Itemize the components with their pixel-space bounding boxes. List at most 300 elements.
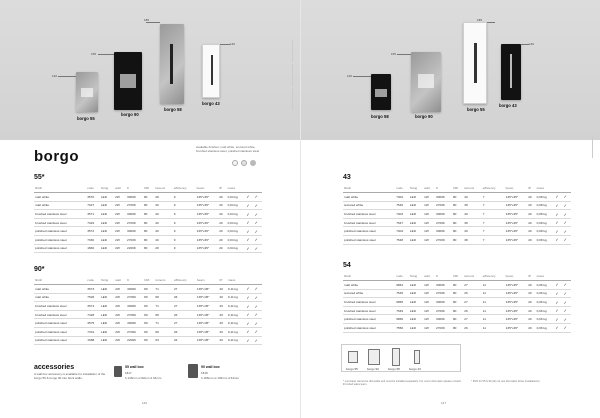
- table-cell: 1W: [423, 315, 435, 324]
- table-cell: 135°x45°: [505, 306, 528, 315]
- table-cell: 135°x45°: [196, 218, 219, 227]
- table-cell: 27: [173, 302, 196, 311]
- table-cell: polished stainless steel: [34, 236, 86, 245]
- table-cell: 20: [527, 193, 535, 202]
- table-cell: 2W: [114, 236, 126, 245]
- table-cell: 1W: [423, 227, 435, 236]
- column-header: fixing: [100, 184, 114, 193]
- table-cell: brushed stainless steel: [343, 306, 395, 315]
- dim-label: 140: [529, 42, 535, 46]
- table-cell: 80: [452, 324, 463, 333]
- table-cell: 80: [452, 218, 463, 227]
- table-cell: LED: [409, 193, 423, 202]
- table-cell: 135°x45°: [505, 201, 528, 210]
- check-mark-icon: ✓: [554, 281, 562, 290]
- column-header: finish: [34, 276, 86, 285]
- table-cell: 7: [482, 218, 505, 227]
- table-row: [34, 210, 262, 219]
- table-cell: 2700K: [126, 293, 143, 302]
- table-cell: LED: [409, 236, 423, 245]
- check-mark-icon: ✓: [563, 281, 571, 290]
- check-mark-icon: ✓: [563, 201, 571, 210]
- table-cell: 20: [218, 244, 226, 253]
- table-cell: 80: [452, 306, 463, 315]
- table-cell: 20: [218, 193, 226, 202]
- table-cell: 11: [482, 289, 505, 298]
- table-cell: 80: [452, 227, 463, 236]
- table-cell: LED: [100, 236, 114, 245]
- table-row: [34, 201, 262, 210]
- table-cell: 11: [482, 306, 505, 315]
- check-mark-icon: ✓: [245, 244, 253, 253]
- table-cell: 2200K: [126, 336, 143, 345]
- check-mark-icon: ✓: [254, 293, 262, 302]
- column-header: IP: [527, 272, 535, 281]
- table-cell: 20: [218, 285, 226, 294]
- table-cell: 28: [154, 244, 172, 253]
- check-mark-icon: ✓: [245, 319, 253, 328]
- column-header: finish: [34, 184, 86, 193]
- table-cell: LED: [409, 218, 423, 227]
- check-mark-icon: ✓: [254, 236, 262, 245]
- table-cell: polished stainless steel: [34, 319, 86, 328]
- table-cell: LED: [100, 302, 114, 311]
- table-cell: LED: [100, 336, 114, 345]
- table-cell: 135°x45°: [505, 236, 528, 245]
- table-cell: 26: [463, 306, 481, 315]
- table-cell: 40: [154, 210, 172, 219]
- table-cell: 9: [173, 210, 196, 219]
- table-cell: 3000K: [435, 210, 452, 219]
- column-header: mass: [536, 272, 555, 281]
- column-header: code: [395, 184, 409, 193]
- table-cell: 2W: [114, 201, 126, 210]
- label-borgo-43: borgo 43: [499, 103, 517, 108]
- wall-box-55-image: [114, 366, 122, 377]
- column-header: K: [435, 272, 452, 281]
- table-cell: 11: [482, 315, 505, 324]
- table-cell: 2W: [114, 285, 126, 294]
- table-cell: 2700K: [435, 218, 452, 227]
- table-cell: LED: [409, 324, 423, 333]
- table-cell: 7331: [86, 328, 100, 337]
- check-mark-icon: ✓: [554, 324, 562, 333]
- table-cell: 20: [218, 201, 226, 210]
- product-photo-right: [301, 0, 600, 140]
- table-cell: 80: [452, 201, 463, 210]
- table-cell: LED: [409, 315, 423, 324]
- label-borgo-55: borgo 55: [77, 116, 95, 121]
- wall-box-55-dims: h 146mm w 82mm d 64mm: [125, 376, 162, 380]
- diagram-borgo-43: [414, 350, 420, 364]
- table-cell: textured white: [343, 201, 395, 210]
- table-cell: 80: [143, 236, 154, 245]
- table-cell: 3574: [86, 302, 100, 311]
- table-cell: 80: [452, 298, 463, 307]
- table-cell: 0,06 kg: [536, 315, 555, 324]
- table-cell: 20: [218, 319, 226, 328]
- table-cell: LED: [100, 310, 114, 319]
- table-cell: 80: [143, 302, 154, 311]
- table-cell: 20: [527, 201, 535, 210]
- fixture-borgo-58: [160, 24, 184, 104]
- table-cell: 135°x45°: [505, 218, 528, 227]
- table-cell: LED: [409, 210, 423, 219]
- table-cell: 68: [154, 328, 173, 337]
- table-cell: 135°x45°: [196, 302, 219, 311]
- label-borgo-58: borgo 58: [164, 107, 182, 112]
- column-header: beam: [196, 184, 219, 193]
- table-row: [34, 193, 262, 202]
- check-mark-icon: ✓: [563, 289, 571, 298]
- table-cell: 2W: [114, 227, 126, 236]
- fixture-borgo-55-right: [463, 22, 487, 104]
- table-cell: 135°x45°: [505, 315, 528, 324]
- accessories-text: A wall box accessory is available for installation of the borgo 55 & borgo 90 into brick walls.: [34, 372, 106, 380]
- column-header: beam: [196, 276, 219, 285]
- table-cell: 3000K: [126, 285, 143, 294]
- table-cell: 80: [452, 236, 463, 245]
- table-cell: 80: [143, 319, 154, 328]
- table-cell: 20: [527, 281, 535, 290]
- table-cell: 2W: [114, 319, 126, 328]
- column-header: lumens: [463, 184, 481, 193]
- spec-table-54: [343, 272, 571, 333]
- table-cell: matt white: [343, 193, 395, 202]
- table-cell: 80: [143, 310, 154, 319]
- check-mark-icon: ✓: [245, 193, 253, 202]
- table-header-row: [343, 272, 571, 281]
- table-cell: 20: [218, 210, 226, 219]
- column-header: efficiency: [173, 276, 196, 285]
- check-mark-icon: ✓: [554, 218, 562, 227]
- check-mark-icon: ✓: [254, 244, 262, 253]
- finishes-note: available finishes: matt white, textured white, brushed stainless steel, polished stainless steel: [196, 145, 260, 153]
- column-header: fixing: [409, 272, 423, 281]
- column-header: beam: [505, 272, 528, 281]
- table-cell: 2700K: [126, 236, 143, 245]
- table-row: [34, 285, 262, 294]
- table-row: [343, 281, 571, 290]
- table-cell: 71: [154, 319, 173, 328]
- table-cell: 135°x45°: [196, 328, 219, 337]
- finish-swatch-brushed: [250, 160, 256, 166]
- column-header: watt: [114, 276, 126, 285]
- check-mark-icon: ✓: [254, 201, 262, 210]
- table-row: [343, 306, 571, 315]
- table-cell: 26: [463, 324, 481, 333]
- table-cell: polished stainless steel: [343, 227, 395, 236]
- table-cell: 0,04 kg: [227, 218, 246, 227]
- wall-box-90-dims: h 186mm w 106mm d 64mm: [201, 376, 240, 380]
- table-cell: 27: [173, 319, 196, 328]
- table-cell: 24: [173, 336, 196, 345]
- table-cell: 9865: [395, 298, 409, 307]
- table-cell: polished stainless steel: [34, 328, 86, 337]
- spec-table-55: [34, 184, 262, 253]
- table-row: [34, 218, 262, 227]
- table-cell: 7526: [86, 293, 100, 302]
- table-cell: 1W: [423, 306, 435, 315]
- table-cell: textured white: [343, 289, 395, 298]
- column-header: mass: [227, 276, 245, 285]
- column-header: watt: [114, 184, 126, 193]
- table-cell: 20: [218, 236, 226, 245]
- table-row: [343, 324, 571, 333]
- table-cell: 0,08 kg: [536, 201, 555, 210]
- table-cell: 20: [218, 293, 226, 302]
- table-cell: 135°x45°: [196, 310, 219, 319]
- table-cell: brushed stainless steel: [34, 310, 86, 319]
- table-cell: 135°x45°: [196, 193, 219, 202]
- table-row: [343, 289, 571, 298]
- table-cell: 135°x45°: [196, 201, 219, 210]
- table-cell: 0,04 kg: [227, 244, 246, 253]
- table-cell: 9: [173, 236, 196, 245]
- finish-swatch-textured: [241, 160, 247, 166]
- side-tab: [292, 64, 298, 86]
- table-cell: 20: [218, 328, 226, 337]
- table-cell: brushed stainless steel: [343, 218, 395, 227]
- table-cell: 3000K: [435, 298, 452, 307]
- table-row: [343, 315, 571, 324]
- table-cell: 7404: [395, 227, 409, 236]
- product-photo-left: [0, 0, 300, 140]
- column-header: [554, 272, 562, 281]
- dim-label: 155: [91, 52, 97, 56]
- table-cell: 9: [173, 193, 196, 202]
- table-cell: 135°x45°: [196, 236, 219, 245]
- table-cell: 20: [527, 218, 535, 227]
- wall-box-90-image: [188, 364, 198, 378]
- fixture-borgo-43-right: [501, 44, 521, 100]
- table-cell: 80: [143, 244, 154, 253]
- table-cell: 38: [463, 201, 481, 210]
- table-cell: 2W: [114, 310, 126, 319]
- fixture-borgo-90-right: [411, 52, 441, 112]
- fixture-borgo-90: [114, 52, 142, 110]
- check-mark-icon: ✓: [554, 306, 562, 315]
- column-header: efficiency: [482, 184, 505, 193]
- table-cell: 20: [527, 210, 535, 219]
- section-heading-90: 90*: [34, 266, 45, 273]
- table-cell: 0,11 kg: [227, 336, 245, 345]
- check-mark-icon: ✓: [245, 293, 253, 302]
- table-cell: 3000K: [435, 227, 452, 236]
- table-cell: 7545: [395, 289, 409, 298]
- table-cell: 20: [218, 310, 226, 319]
- table-cell: 9864: [395, 281, 409, 290]
- table-cell: polished stainless steel: [343, 324, 395, 333]
- table-cell: 80: [452, 281, 463, 290]
- column-header: efficiency: [482, 272, 505, 281]
- table-cell: 1W: [423, 236, 435, 245]
- table-cell: 20: [218, 218, 226, 227]
- table-cell: 3571: [86, 210, 100, 219]
- table-cell: 7549: [395, 306, 409, 315]
- table-row: [343, 227, 571, 236]
- table-cell: 80: [143, 336, 154, 345]
- table-cell: 20: [527, 236, 535, 245]
- check-mark-icon: ✓: [563, 193, 571, 202]
- table-cell: 0,04 kg: [227, 210, 246, 219]
- table-cell: brushed stainless steel: [343, 210, 395, 219]
- fixture-borgo-55: [76, 72, 98, 112]
- table-cell: 40: [154, 236, 172, 245]
- check-mark-icon: ✓: [554, 201, 562, 210]
- table-cell: 71: [154, 302, 173, 311]
- table-cell: 2700K: [435, 289, 452, 298]
- table-cell: 20: [527, 298, 535, 307]
- check-mark-icon: ✓: [254, 328, 262, 337]
- table-cell: 7550: [395, 324, 409, 333]
- accessories-heading: accessories: [34, 364, 75, 371]
- right-page: [300, 0, 600, 418]
- column-header: code: [395, 272, 409, 281]
- table-cell: LED: [100, 201, 114, 210]
- table-cell: 9: [173, 244, 196, 253]
- page-number: 146: [142, 401, 148, 405]
- column-header: IP: [527, 184, 535, 193]
- table-row: [343, 236, 571, 245]
- footnote: * Luminaire cannot be dimmable and must be installed separately. For more information please contact lit limited sales team.: [343, 380, 461, 387]
- table-cell: 1W: [423, 289, 435, 298]
- table-cell: LED: [100, 218, 114, 227]
- table-cell: LED: [409, 227, 423, 236]
- check-mark-icon: ✓: [563, 218, 571, 227]
- check-mark-icon: ✓: [563, 306, 571, 315]
- diagram-label: borgo 43: [409, 367, 421, 371]
- table-cell: 9: [173, 227, 196, 236]
- column-header: CRI: [143, 276, 154, 285]
- table-cell: 0,08 kg: [536, 227, 555, 236]
- dim-label: 140: [230, 42, 236, 46]
- column-header: K: [126, 184, 143, 193]
- check-mark-icon: ✓: [245, 310, 253, 319]
- table-cell: 0,11 kg: [227, 319, 245, 328]
- column-header: mass: [227, 184, 246, 193]
- label-borgo-90: borgo 90: [121, 112, 139, 117]
- table-cell: 1660: [86, 244, 100, 253]
- column-header: lumens: [154, 184, 172, 193]
- table-header-row: [34, 276, 262, 285]
- dim-label: 185: [144, 18, 150, 22]
- table-cell: LED: [100, 227, 114, 236]
- table-cell: 80: [452, 289, 463, 298]
- table-cell: 0,08 kg: [536, 210, 555, 219]
- table-cell: 2W: [114, 302, 126, 311]
- table-cell: 3000K: [126, 302, 143, 311]
- table-cell: 7330: [86, 236, 100, 245]
- table-cell: 40: [154, 218, 172, 227]
- table-cell: LED: [409, 306, 423, 315]
- table-cell: polished stainless steel: [343, 236, 395, 245]
- column-header: fixing: [409, 184, 423, 193]
- table-cell: LED: [100, 193, 114, 202]
- table-cell: 3000K: [126, 319, 143, 328]
- table-cell: 2W: [114, 193, 126, 202]
- table-cell: 26: [173, 293, 196, 302]
- check-mark-icon: ✓: [245, 285, 253, 294]
- check-mark-icon: ✓: [254, 336, 262, 345]
- diagram-borgo-90: [368, 349, 380, 365]
- table-cell: 2W: [114, 244, 126, 253]
- table-cell: 2W: [114, 218, 126, 227]
- table-cell: 11: [482, 324, 505, 333]
- column-header: [254, 276, 262, 285]
- label-borgo-58: borgo 58: [371, 114, 389, 119]
- table-cell: 26: [463, 289, 481, 298]
- table-cell: 80: [143, 210, 154, 219]
- table-cell: LED: [100, 328, 114, 337]
- column-header: [245, 276, 253, 285]
- table-cell: 20: [218, 302, 226, 311]
- check-mark-icon: ✓: [254, 227, 262, 236]
- table-cell: 2700K: [126, 310, 143, 319]
- table-cell: 7546: [395, 201, 409, 210]
- table-header-row: [34, 184, 262, 193]
- table-cell: 80: [143, 328, 154, 337]
- table-cell: 1W: [423, 298, 435, 307]
- table-cell: 80: [143, 285, 154, 294]
- table-row: [34, 244, 262, 253]
- table-cell: 3000K: [435, 193, 452, 202]
- section-heading-55: 55*: [34, 174, 45, 181]
- table-cell: 7: [482, 227, 505, 236]
- table-cell: 2W: [114, 210, 126, 219]
- table-row: [343, 201, 571, 210]
- dim-label: 185: [477, 18, 483, 22]
- table-cell: brushed stainless steel: [34, 218, 86, 227]
- table-cell: LED: [100, 244, 114, 253]
- table-cell: 26: [173, 328, 196, 337]
- dim-label: 140: [347, 74, 353, 78]
- table-cell: 135°x45°: [196, 244, 219, 253]
- table-cell: 0,06 kg: [536, 298, 555, 307]
- table-cell: 0,04 kg: [227, 236, 246, 245]
- column-header: watt: [423, 272, 435, 281]
- page-title: borgo: [34, 148, 79, 165]
- check-mark-icon: ✓: [245, 302, 253, 311]
- dim-label: 140: [52, 74, 58, 78]
- table-cell: 0,06 kg: [536, 289, 555, 298]
- table-cell: 135°x45°: [196, 293, 219, 302]
- table-cell: 0,06 kg: [536, 281, 555, 290]
- table-cell: 135°x45°: [505, 298, 528, 307]
- table-cell: 71: [154, 285, 173, 294]
- table-cell: 3573: [86, 285, 100, 294]
- table-cell: 9866: [395, 315, 409, 324]
- table-cell: 135°x45°: [505, 281, 528, 290]
- table-row: [343, 298, 571, 307]
- table-cell: 135°x45°: [505, 210, 528, 219]
- table-cell: 7: [482, 210, 505, 219]
- column-header: beam: [505, 184, 528, 193]
- table-cell: LED: [409, 298, 423, 307]
- table-row: [34, 319, 262, 328]
- table-cell: 2W: [114, 336, 126, 345]
- table-cell: 27: [463, 298, 481, 307]
- column-header: K: [435, 184, 452, 193]
- check-mark-icon: ✓: [554, 298, 562, 307]
- table-row: [343, 193, 571, 202]
- table-cell: 80: [143, 227, 154, 236]
- diagram-label: borgo 58: [388, 367, 400, 371]
- table-cell: 80: [143, 193, 154, 202]
- table-cell: LED: [100, 319, 114, 328]
- table-cell: 2700K: [435, 236, 452, 245]
- table-cell: LED: [100, 293, 114, 302]
